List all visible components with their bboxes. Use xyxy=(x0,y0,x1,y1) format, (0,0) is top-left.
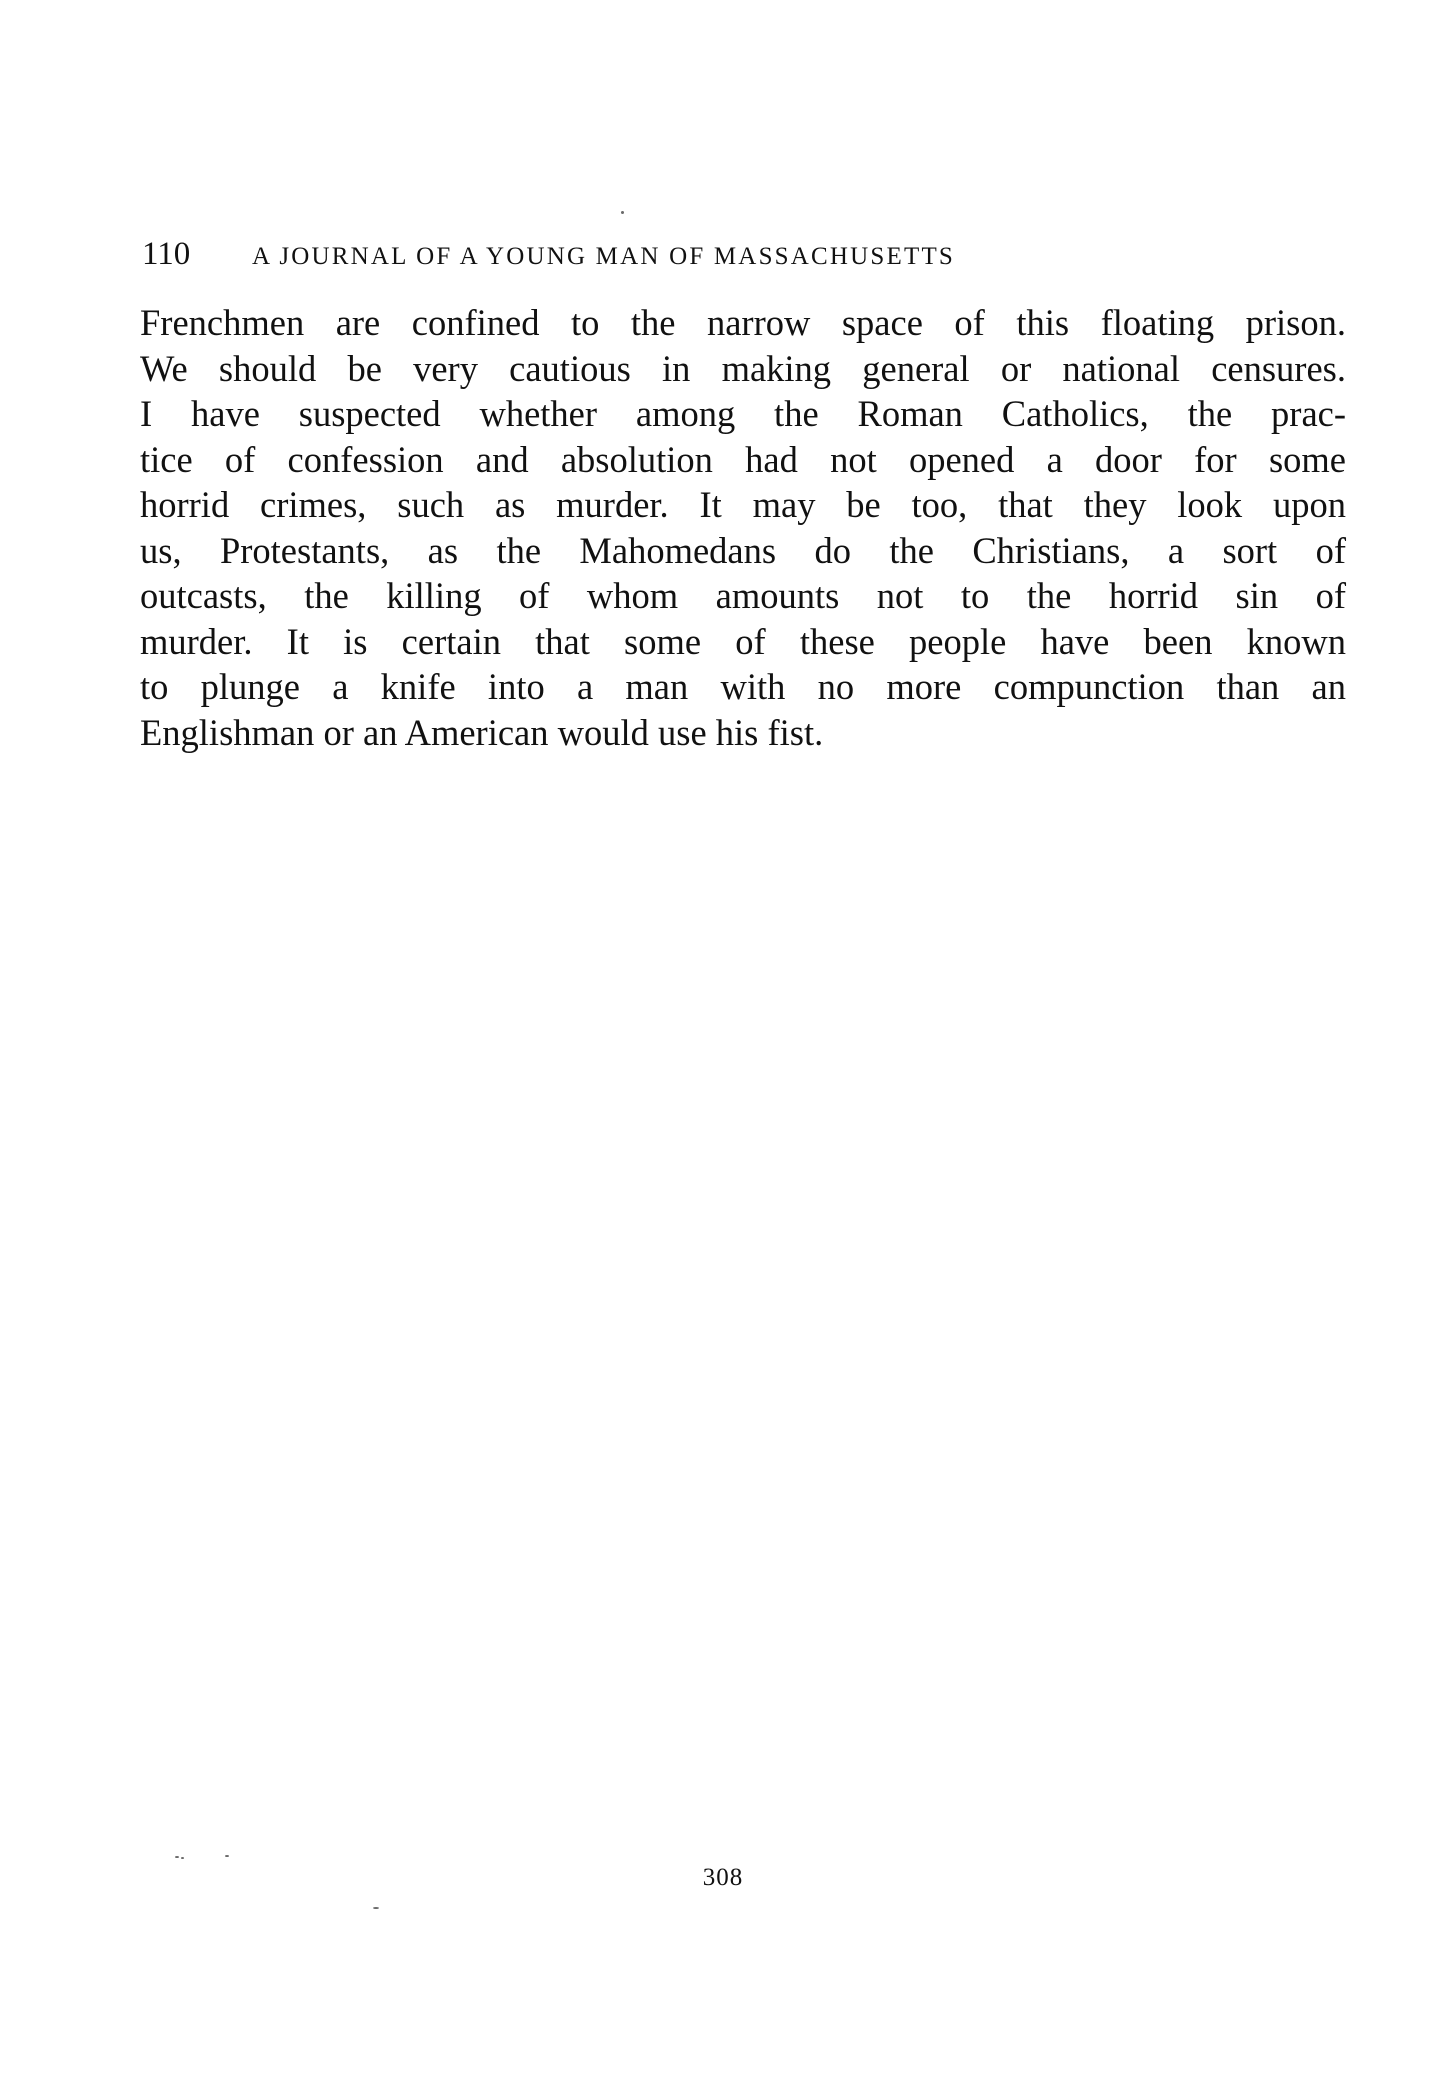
folio-number: 308 xyxy=(702,1864,744,1891)
text-line: Frenchmen are confined to the narrow space of this floating prison. xyxy=(140,302,1346,343)
text-line: We should be very cautious in making general or national censures. xyxy=(140,347,1346,389)
text-line: us, Protestants, as the Mahomedans do the Christians, a sort of xyxy=(140,529,1346,571)
running-head xyxy=(142,232,1342,276)
text-line: I have suspected whether among the Roman Catholics, the prac- xyxy=(140,393,1346,434)
scan-speck xyxy=(373,1907,379,1909)
text-line: outcasts, the killing of whom amounts not to the horrid sin of xyxy=(140,575,1346,616)
text-line: tice of confession and absolution had not opened a door for some xyxy=(140,438,1346,480)
scan-speck xyxy=(175,1856,179,1858)
text-line: to plunge a knife into a man with no more compunction than an xyxy=(140,666,1346,707)
scan-speck xyxy=(621,211,624,214)
body-paragraph xyxy=(140,300,1346,755)
running-title: A JOURNAL OF A YOUNG MAN OF MASSACHUSETTS xyxy=(252,243,956,270)
page-number: 110 xyxy=(142,236,191,272)
text-line: murder. It is certain that some of these people have been known xyxy=(140,620,1346,662)
text-line: horrid crimes, such as murder. It may be too, that they look upon xyxy=(140,484,1346,525)
text-line: Englishman or an American would use his fist. xyxy=(140,711,824,753)
scan-speck xyxy=(225,1855,229,1857)
scan-speck xyxy=(181,1857,184,1859)
